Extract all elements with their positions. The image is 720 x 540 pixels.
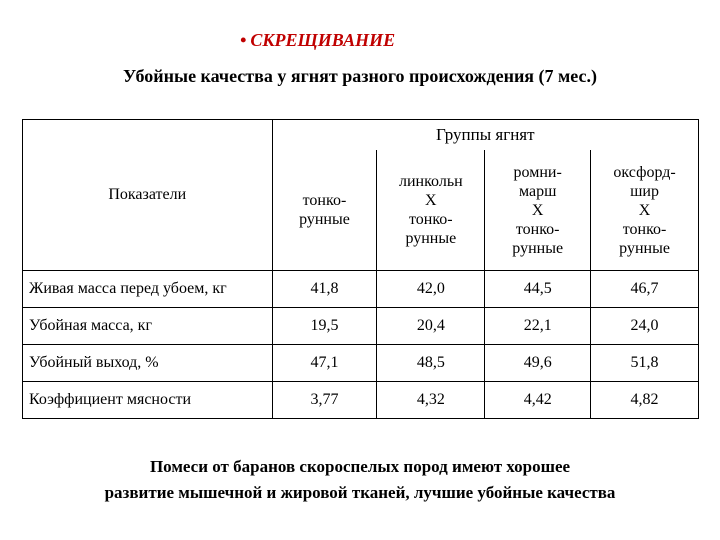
table-row [23, 308, 699, 345]
slide-title-text: СКРЕЩИВАНИЕ [250, 30, 396, 50]
table-cell: 42,0 [377, 271, 485, 308]
table-cell: 41,8 [272, 271, 377, 308]
group-header-finewool: тонко- рунные [272, 150, 377, 271]
slaughter-quality-table [22, 119, 699, 419]
table-cell: 44,5 [485, 271, 591, 308]
table-cell: 22,1 [485, 308, 591, 345]
table-cell: 19,5 [272, 308, 377, 345]
table-caption: Убойные качества у ягнят разного происхождения (7 мес.) [122, 66, 597, 86]
table-cell: 49,6 [485, 345, 591, 382]
table-cell: 3,77 [272, 382, 377, 419]
table-cell: 20,4 [377, 308, 485, 345]
conclusion-line-1: Помеси от баранов скороспелых пород имеют хорошее [149, 457, 571, 476]
groups-header: Группы ягнят [272, 120, 698, 151]
table-row [23, 382, 699, 419]
conclusion-line-2: развитие мышечной и жировой тканей, лучшие убойные качества [104, 483, 616, 502]
table-cell: 46,7 [591, 271, 699, 308]
row-label: Коэффициент мясности [23, 382, 273, 419]
row-label: Убойная масса, кг [23, 308, 273, 345]
slide-title [240, 30, 395, 51]
group-header-romney: ромни- марш Х тонко- рунные [485, 150, 591, 271]
table-cell: 51,8 [591, 345, 699, 382]
table-cell: 4,82 [591, 382, 699, 419]
param-header: Показатели [23, 120, 273, 271]
group-header-lincoln: линкольн Х тонко- рунные [377, 150, 485, 271]
group-header-oxford: оксфорд- шир Х тонко- рунные [591, 150, 699, 271]
conclusion-text [0, 454, 720, 506]
bullet-icon: • [240, 30, 247, 50]
table-row [23, 271, 699, 308]
table-cell: 4,32 [377, 382, 485, 419]
table-cell: 4,42 [485, 382, 591, 419]
row-label: Убойный выход, % [23, 345, 273, 382]
table-row [23, 345, 699, 382]
table-cell: 47,1 [272, 345, 377, 382]
row-label: Живая масса перед убоем, кг [23, 271, 273, 308]
table-cell: 48,5 [377, 345, 485, 382]
table-cell: 24,0 [591, 308, 699, 345]
